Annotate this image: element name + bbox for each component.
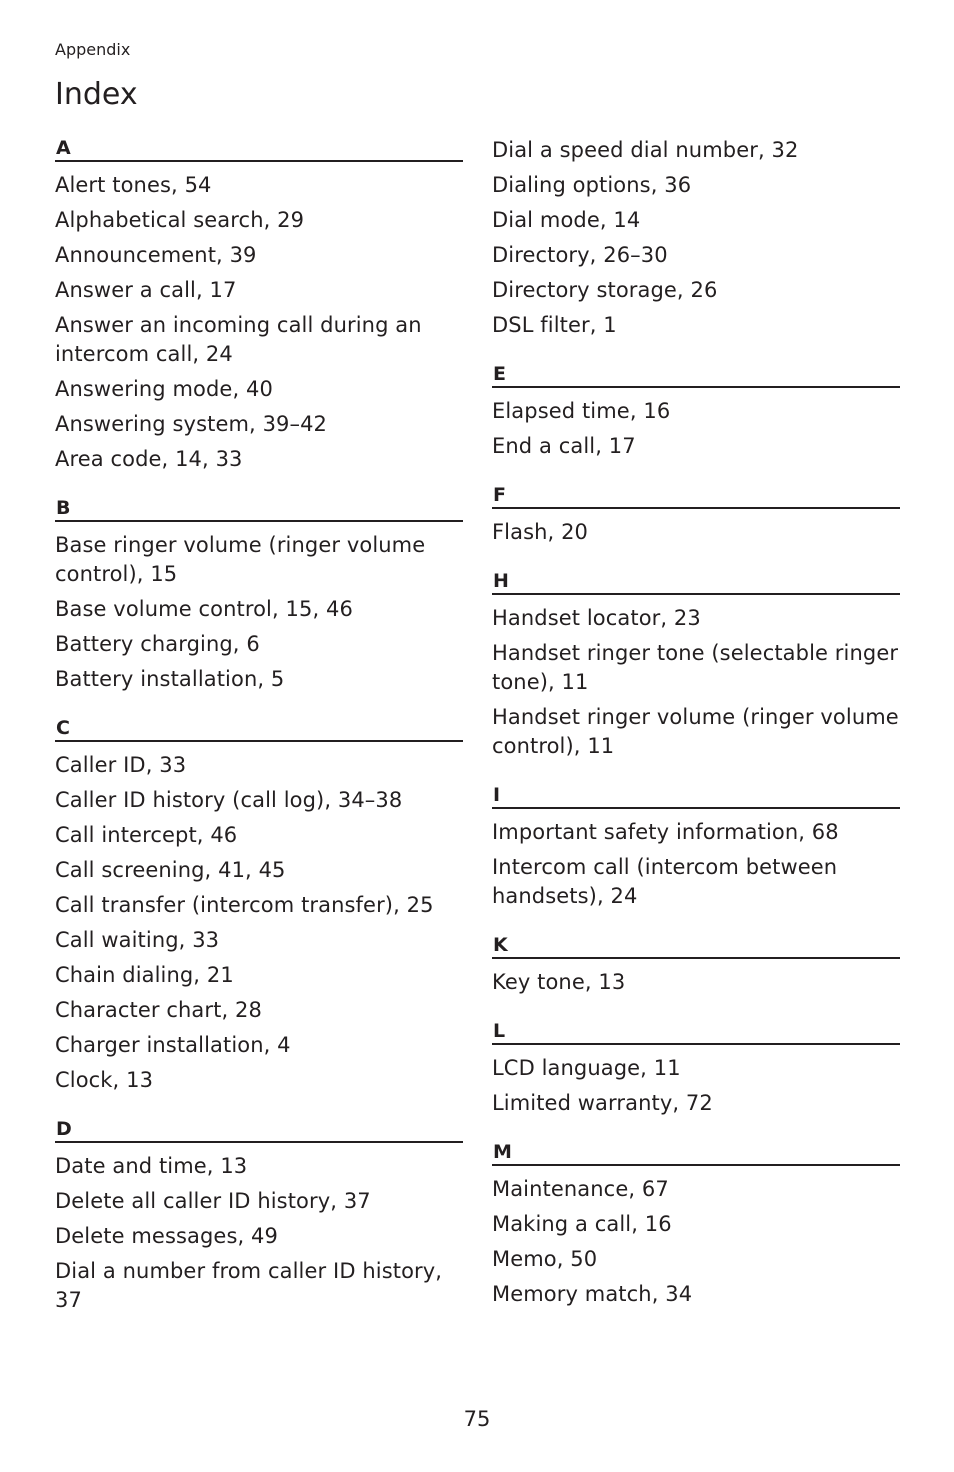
index-entry: Important safety information, 68: [492, 820, 839, 844]
index-entry: Call intercept, 46: [55, 823, 238, 847]
index-column-right: [492, 136, 900, 1337]
index-entry: Handset ringer tone (selectable ringer tone), 11: [492, 641, 899, 694]
index-entry: Directory storage, 26: [492, 278, 718, 302]
index-letter-heading: D: [55, 1117, 463, 1143]
index-entry: Answering system, 39–42: [55, 412, 328, 436]
index-entry: Limited warranty, 72: [492, 1091, 713, 1115]
index-entry: Battery installation, 5: [55, 667, 285, 691]
index-letter-heading: I: [492, 783, 900, 809]
index-entry: Handset ringer volume (ringer volume control), 11: [492, 705, 899, 758]
index-entry: Alphabetical search, 29: [55, 208, 305, 232]
index-entry: Clock, 13: [55, 1068, 154, 1092]
index-entry: Key tone, 13: [492, 970, 626, 994]
index-letter-heading: A: [55, 136, 463, 162]
index-entry: Base volume control, 15, 46: [55, 597, 353, 621]
index-group: [492, 483, 900, 550]
index-letter-heading: F: [492, 483, 900, 509]
index-entry: Area code, 14, 33: [55, 447, 243, 471]
index-entry: Memo, 50: [492, 1247, 598, 1271]
index-entry: Flash, 20: [492, 520, 589, 544]
index-entry: End a call, 17: [492, 434, 636, 458]
index-column-left: [55, 136, 463, 1337]
index-entry: Handset locator, 23: [492, 606, 701, 630]
index-entry: Battery charging, 6: [55, 632, 260, 656]
index-letter-heading: L: [492, 1019, 900, 1045]
index-letter-heading: K: [492, 933, 900, 959]
index-group: [492, 362, 900, 464]
index-entry: Dial a speed dial number, 32: [492, 138, 799, 162]
index-entry: Making a call, 16: [492, 1212, 672, 1236]
index-entry: Caller ID, 33: [55, 753, 187, 777]
index-group: [492, 783, 900, 914]
index-entry: Call screening, 41, 45: [55, 858, 286, 882]
index-entry: Dialing options, 36: [492, 173, 692, 197]
index-group: [492, 1140, 900, 1312]
index-entry: Chain dialing, 21: [55, 963, 234, 987]
page-number: 75: [463, 1407, 491, 1431]
index-entry: LCD language, 11: [492, 1056, 681, 1080]
index-entry: Caller ID history (call log), 34–38: [55, 788, 403, 812]
index-letter-heading: M: [492, 1140, 900, 1166]
index-entry: Intercom call (intercom between handsets), 24: [492, 855, 838, 908]
index-letter-heading: C: [55, 716, 463, 742]
index-entry: Memory match, 34: [492, 1282, 693, 1306]
index-entry: Answer a call, 17: [55, 278, 237, 302]
index-letter-heading: H: [492, 569, 900, 595]
index-entry: Directory, 26–30: [492, 243, 668, 267]
index-columns: [55, 136, 900, 1337]
index-entry: Dial a number from caller ID history, 37: [55, 1259, 443, 1312]
index-entry: Base ringer volume (ringer volume control), 15: [55, 533, 426, 586]
section-label: Appendix: [55, 40, 131, 59]
index-entry: Dial mode, 14: [492, 208, 641, 232]
index-entry: Call waiting, 33: [55, 928, 220, 952]
index-entry: Announcement, 39: [55, 243, 257, 267]
index-entry: Alert tones, 54: [55, 173, 212, 197]
index-entry: Maintenance, 67: [492, 1177, 669, 1201]
index-entry: Elapsed time, 16: [492, 399, 671, 423]
index-group: [55, 1117, 463, 1318]
page-title: Index: [55, 77, 138, 112]
index-entry: Answer an incoming call during an intercom call, 24: [55, 313, 422, 366]
index-group: [492, 569, 900, 764]
index-group: [492, 136, 900, 343]
index-entry: Answering mode, 40: [55, 377, 273, 401]
index-entry: Call transfer (intercom transfer), 25: [55, 893, 434, 917]
index-group: [55, 496, 463, 697]
index-entry: Character chart, 28: [55, 998, 262, 1022]
index-group: [55, 136, 463, 477]
index-group: [55, 716, 463, 1098]
index-entry: Date and time, 13: [55, 1154, 248, 1178]
index-group: [492, 1019, 900, 1121]
index-entry: Delete messages, 49: [55, 1224, 278, 1248]
index-letter-heading: E: [492, 362, 900, 388]
index-group: [492, 933, 900, 1000]
index-entry: Charger installation, 4: [55, 1033, 291, 1057]
index-letter-heading: B: [55, 496, 463, 522]
index-entry: DSL filter, 1: [492, 313, 617, 337]
index-entry: Delete all caller ID history, 37: [55, 1189, 371, 1213]
